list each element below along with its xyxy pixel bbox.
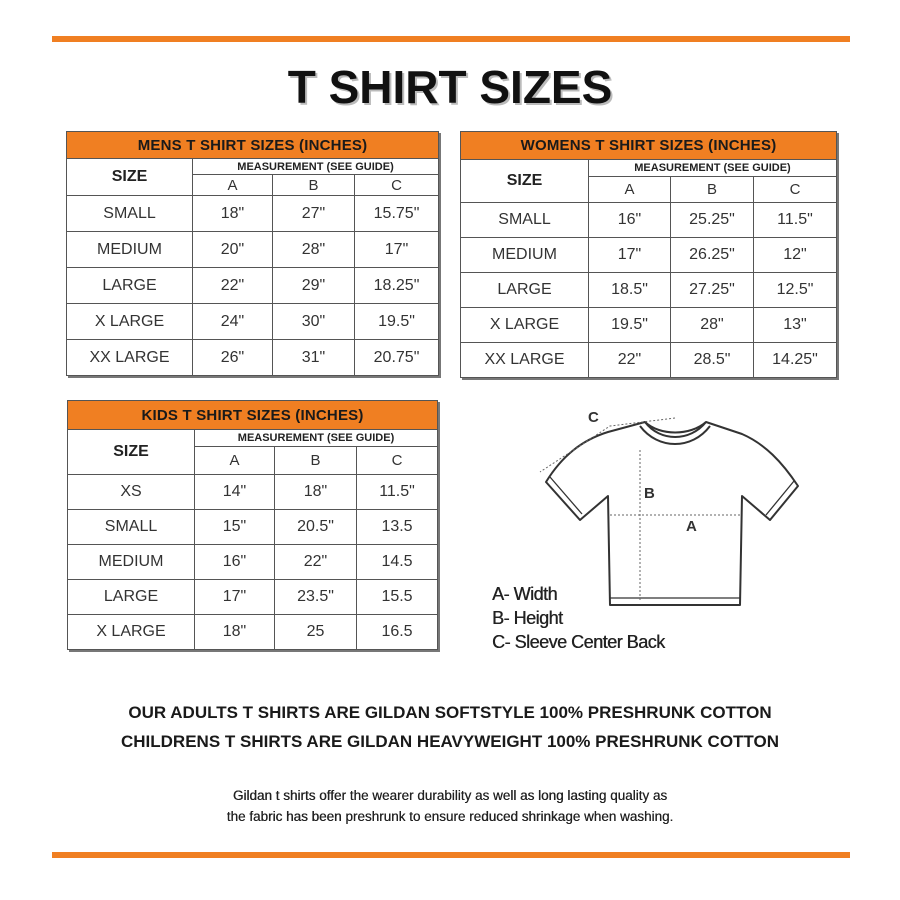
table-row [461, 203, 837, 238]
cell-a: 15" [195, 510, 275, 545]
row-size: MEDIUM [68, 545, 195, 580]
cell-a: 24" [193, 304, 273, 340]
cell-c: 19.5" [355, 304, 439, 340]
row-size: SMALL [68, 510, 195, 545]
cell-c: 14.25" [754, 343, 837, 378]
cell-b: 30" [273, 304, 355, 340]
cell-a: 18.5" [589, 273, 671, 308]
bottom-orange-rule [52, 852, 850, 858]
cell-a: 18" [193, 196, 273, 232]
table-heading: WOMENS T SHIRT SIZES (INCHES) [461, 132, 837, 160]
legend-height: B- Height [492, 608, 563, 628]
cell-c: 20.75" [355, 340, 439, 376]
column-header-b: B [275, 447, 357, 475]
womens-size-table [460, 131, 837, 378]
measurement-legend [492, 582, 665, 654]
cell-b: 27" [273, 196, 355, 232]
table-row [461, 273, 837, 308]
mens-size-table [66, 131, 439, 376]
table-row [461, 238, 837, 273]
table-row [68, 615, 438, 650]
row-size: XX LARGE [67, 340, 193, 376]
cell-b: 23.5" [275, 580, 357, 615]
cell-b: 28" [273, 232, 355, 268]
row-size: LARGE [67, 268, 193, 304]
table-row [67, 268, 439, 304]
column-header-a: A [195, 447, 275, 475]
table-row [461, 343, 837, 378]
cell-a: 22" [589, 343, 671, 378]
cell-a: 18" [195, 615, 275, 650]
cell-a: 17" [195, 580, 275, 615]
cell-c: 13.5 [357, 510, 438, 545]
description-line: Gildan t shirts offer the wearer durability as well as long lasting quality as [232, 788, 668, 803]
cell-a: 16" [195, 545, 275, 580]
cell-b: 25.25" [671, 203, 754, 238]
column-header-a: A [589, 177, 671, 203]
row-size: X LARGE [67, 304, 193, 340]
legend-width: A- Width [492, 584, 558, 604]
cell-c: 18.25" [355, 268, 439, 304]
top-orange-rule [52, 36, 850, 42]
cell-a: 22" [193, 268, 273, 304]
column-header-c: C [357, 447, 438, 475]
table-heading: MENS T SHIRT SIZES (INCHES) [67, 132, 439, 159]
measurement-header: MEASUREMENT (SEE GUIDE) [195, 430, 438, 447]
label-c: C [588, 409, 599, 426]
table-row [67, 340, 439, 376]
cell-a: 26" [193, 340, 273, 376]
cell-c: 16.5 [357, 615, 438, 650]
measurement-header: MEASUREMENT (SEE GUIDE) [193, 159, 439, 175]
table-row [68, 545, 438, 580]
label-a: A [686, 518, 697, 535]
column-header-c: C [355, 175, 439, 196]
measurement-header: MEASUREMENT (SEE GUIDE) [589, 160, 837, 177]
table-row [68, 510, 438, 545]
cell-c: 17" [355, 232, 439, 268]
row-size: LARGE [461, 273, 589, 308]
size-column-header: SIZE [68, 430, 195, 475]
table-row [67, 196, 439, 232]
cell-c: 15.75" [355, 196, 439, 232]
column-header-b: B [671, 177, 754, 203]
cell-b: 31" [273, 340, 355, 376]
row-size: XX LARGE [461, 343, 589, 378]
row-size: SMALL [461, 203, 589, 238]
cell-c: 14.5 [357, 545, 438, 580]
row-size: MEDIUM [461, 238, 589, 273]
cell-c: 15.5 [357, 580, 438, 615]
row-size: LARGE [68, 580, 195, 615]
description-line: the fabric has been preshrunk to ensure reduced shrinkage when washing. [226, 809, 674, 824]
cell-b: 18" [275, 475, 357, 510]
label-b: B [644, 485, 655, 502]
cell-c: 13" [754, 308, 837, 343]
cell-b: 29" [273, 268, 355, 304]
cell-a: 17" [589, 238, 671, 273]
cell-b: 28.5" [671, 343, 754, 378]
childrens-cotton-note: CHILDRENS T SHIRTS ARE GILDAN HEAVYWEIGHT 100% PRESHRUNK COTTON [120, 732, 780, 751]
cell-c: 11.5" [754, 203, 837, 238]
kids-size-table [67, 400, 438, 650]
column-header-a: A [193, 175, 273, 196]
size-column-header: SIZE [461, 160, 589, 203]
table-row [68, 475, 438, 510]
cell-a: 16" [589, 203, 671, 238]
cell-b: 25 [275, 615, 357, 650]
cell-c: 12" [754, 238, 837, 273]
row-size: XS [68, 475, 195, 510]
table-row [68, 580, 438, 615]
cell-a: 14" [195, 475, 275, 510]
row-size: MEDIUM [67, 232, 193, 268]
size-column-header: SIZE [67, 159, 193, 196]
row-size: X LARGE [461, 308, 589, 343]
column-header-c: C [754, 177, 837, 203]
adults-cotton-note: OUR ADULTS T SHIRTS ARE GILDAN SOFTSTYLE 100% PRESHRUNK COTTON [128, 703, 772, 722]
column-header-b: B [273, 175, 355, 196]
tshirt-outline-icon [546, 422, 798, 605]
table-row [67, 304, 439, 340]
row-size: X LARGE [68, 615, 195, 650]
cell-c: 11.5" [357, 475, 438, 510]
table-row [461, 308, 837, 343]
table-heading: KIDS T SHIRT SIZES (INCHES) [68, 401, 438, 430]
cell-b: 26.25" [671, 238, 754, 273]
fabric-description [0, 785, 900, 827]
page-title: T SHIRT SIZES [287, 61, 613, 113]
cell-a: 20" [193, 232, 273, 268]
cell-b: 20.5" [275, 510, 357, 545]
row-size: SMALL [67, 196, 193, 232]
cell-b: 27.25" [671, 273, 754, 308]
cell-a: 19.5" [589, 308, 671, 343]
cell-b: 28" [671, 308, 754, 343]
cell-c: 12.5" [754, 273, 837, 308]
cell-b: 22" [275, 545, 357, 580]
legend-sleeve: C- Sleeve Center Back [492, 632, 665, 652]
table-row [67, 232, 439, 268]
